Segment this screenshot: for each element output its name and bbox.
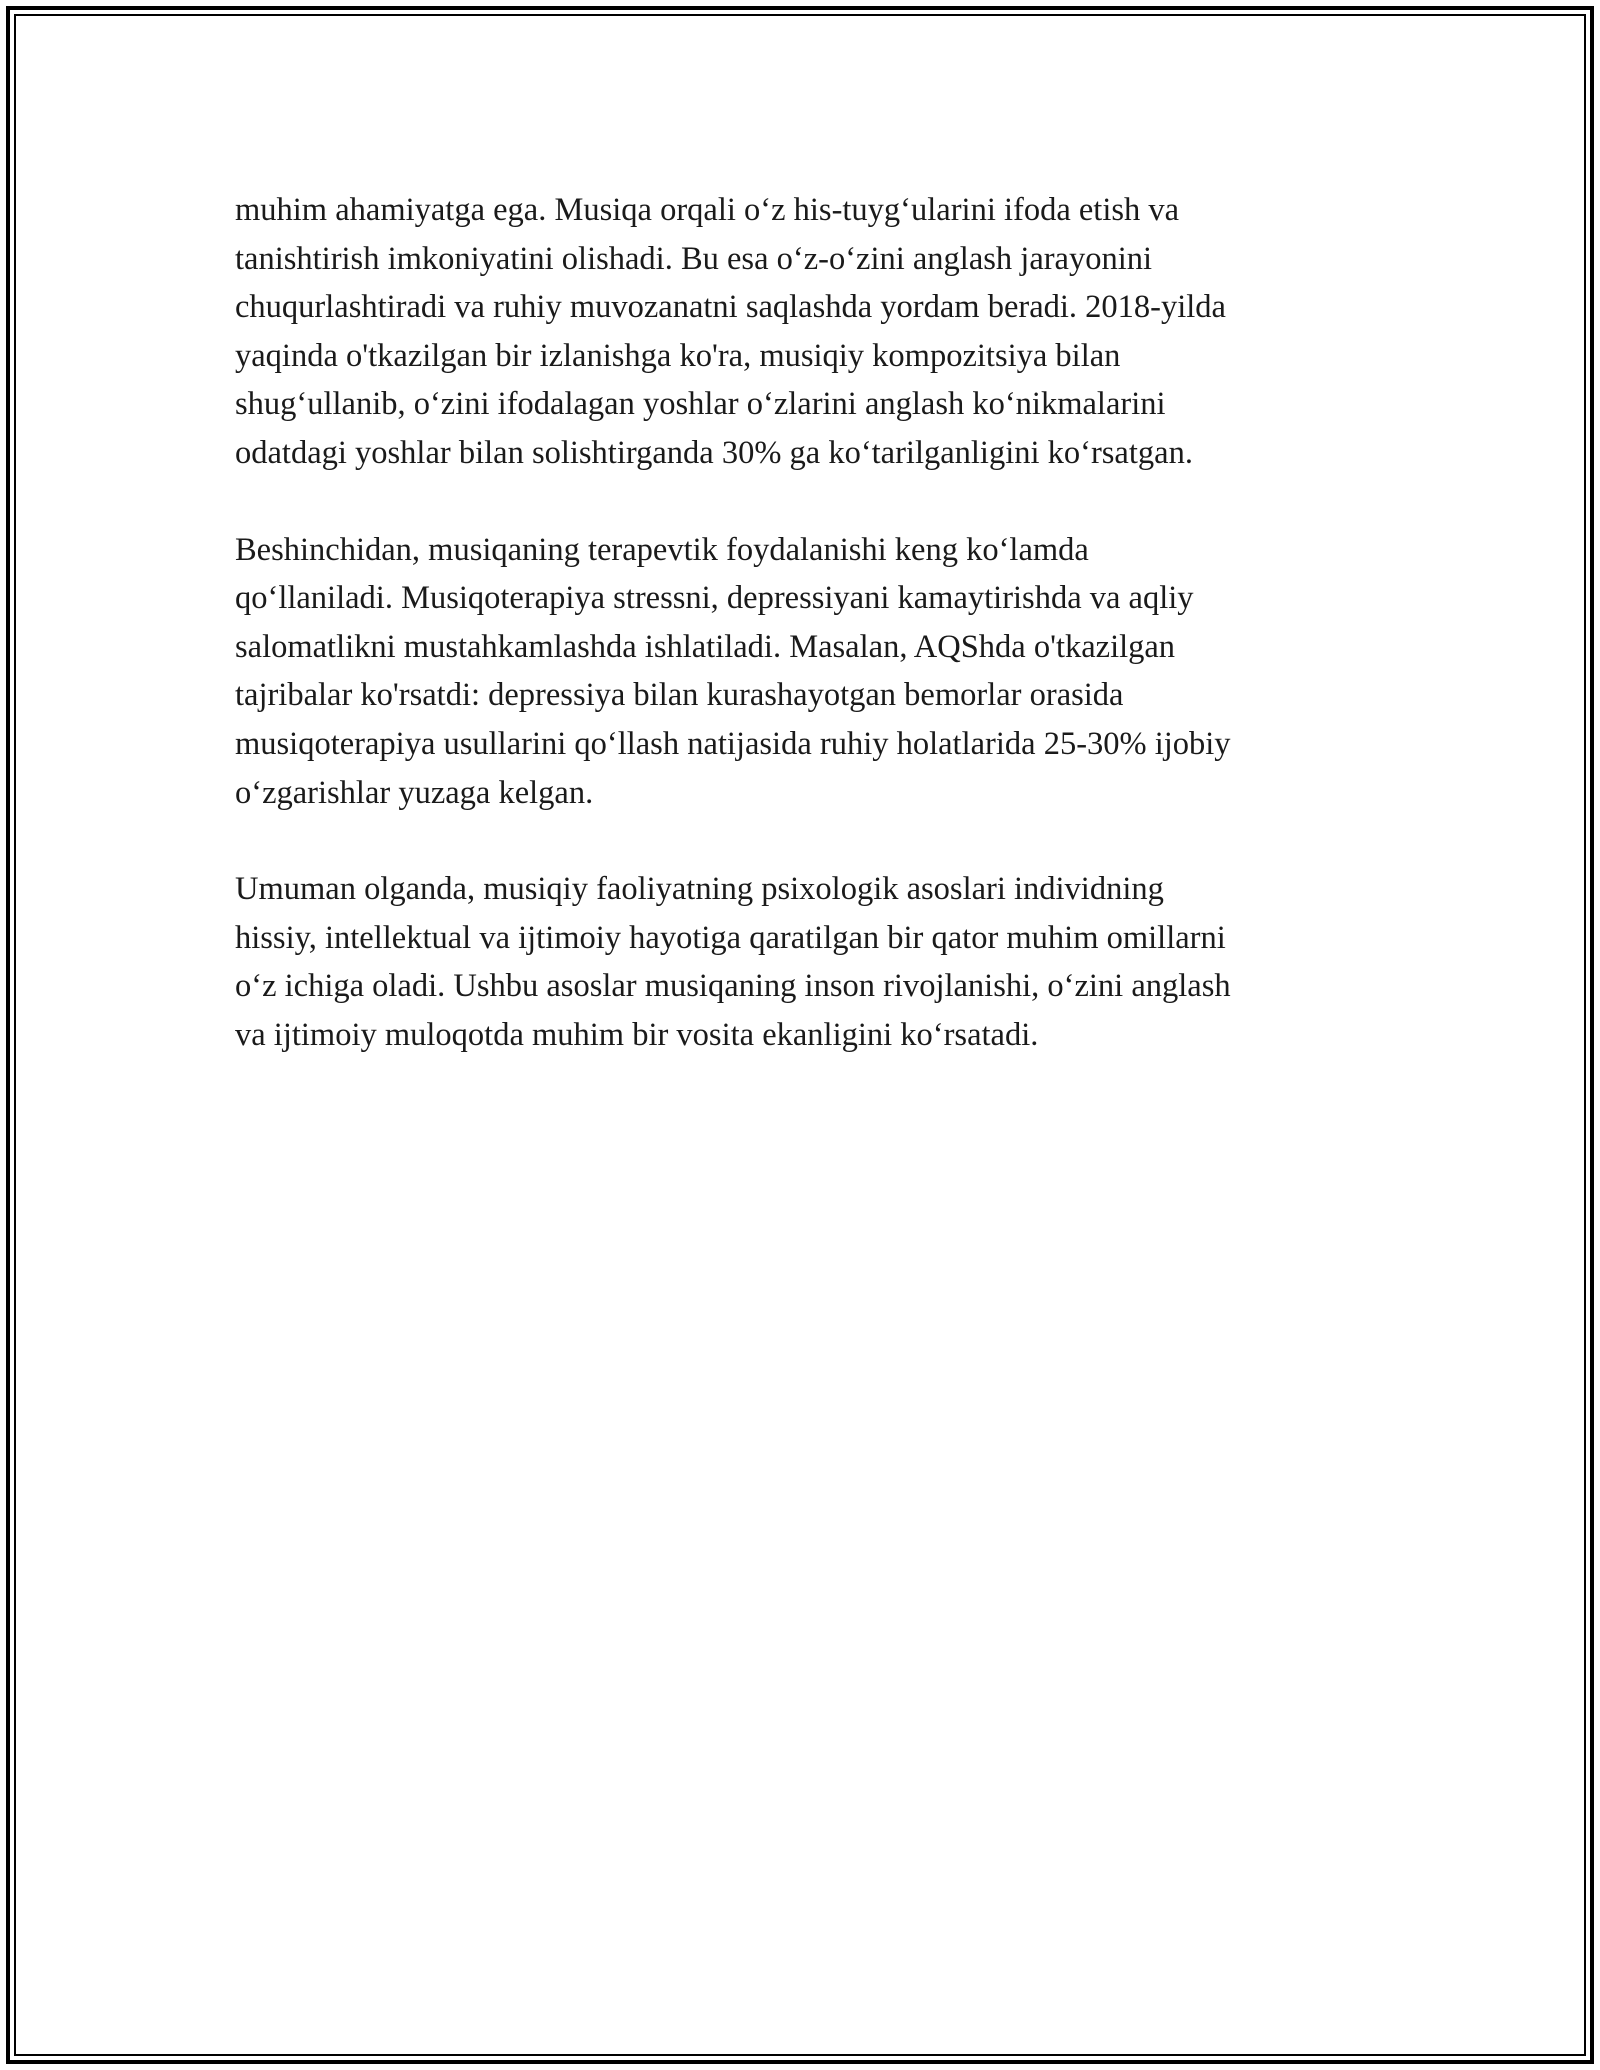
text-line: qo‘llaniladi. Musiqoterapiya stressni, depressiyani kamaytirishda va aqliy: [235, 580, 1194, 617]
text-line: musiqoterapiya usullarini qo‘llash natijasida ruhiy holatlarida 25-30% ijobiy: [235, 725, 1231, 762]
text-line: Umuman olganda, musiqiy faoliyatning psixologik asoslari individning: [235, 871, 1164, 908]
text-line: Beshinchidan, musiqaning terapevtik foydalanishi keng ko‘lamda: [235, 531, 1089, 568]
document-body: [235, 186, 1370, 1108]
paragraph: [235, 526, 1370, 818]
text-line: yaqinda o'tkazilgan bir izlanishga ko'ra, musiqiy kompozitsiya bilan: [235, 337, 1121, 374]
paragraph: [235, 186, 1370, 478]
paragraph: [235, 865, 1370, 1059]
text-line: tanishtirish imkoniyatini olishadi. Bu esa o‘z-o‘zini anglash jarayonini: [235, 240, 1153, 277]
text-line: chuqurlashtiradi va ruhiy muvozanatni saqlashda yordam beradi. 2018-yilda: [235, 289, 1226, 326]
text-line: o‘zgarishlar yuzaga kelgan.: [235, 774, 594, 811]
text-line: shug‘ullanib, o‘zini ifodalagan yoshlar o‘zlarini anglash ko‘nikmalarini: [235, 386, 1166, 423]
text-line: odatdagi yoshlar bilan solishtirganda 30% ga ko‘tarilganligini ko‘rsatgan.: [235, 434, 1193, 471]
text-line: hissiy, intellektual va ijtimoiy hayotiga qaratilgan bir qator muhim omillarni: [235, 919, 1226, 956]
text-line: salomatlikni mustahkamlashda ishlatiladi. Masalan, AQShda o'tkazilgan: [235, 628, 1176, 665]
text-line: tajribalar ko'rsatdi: depressiya bilan kurashayotgan bemorlar orasida: [235, 677, 1124, 714]
text-line: o‘z ichiga oladi. Ushbu asoslar musiqaning inson rivojlanishi, o‘zini anglash: [235, 968, 1231, 1005]
text-line: va ijtimoiy muloqotda muhim bir vosita ekanligini ko‘rsatadi.: [235, 1016, 1039, 1053]
text-line: muhim ahamiyatga ega. Musiqa orqali o‘z his-tuyg‘ularini ifoda etish va: [235, 192, 1180, 228]
